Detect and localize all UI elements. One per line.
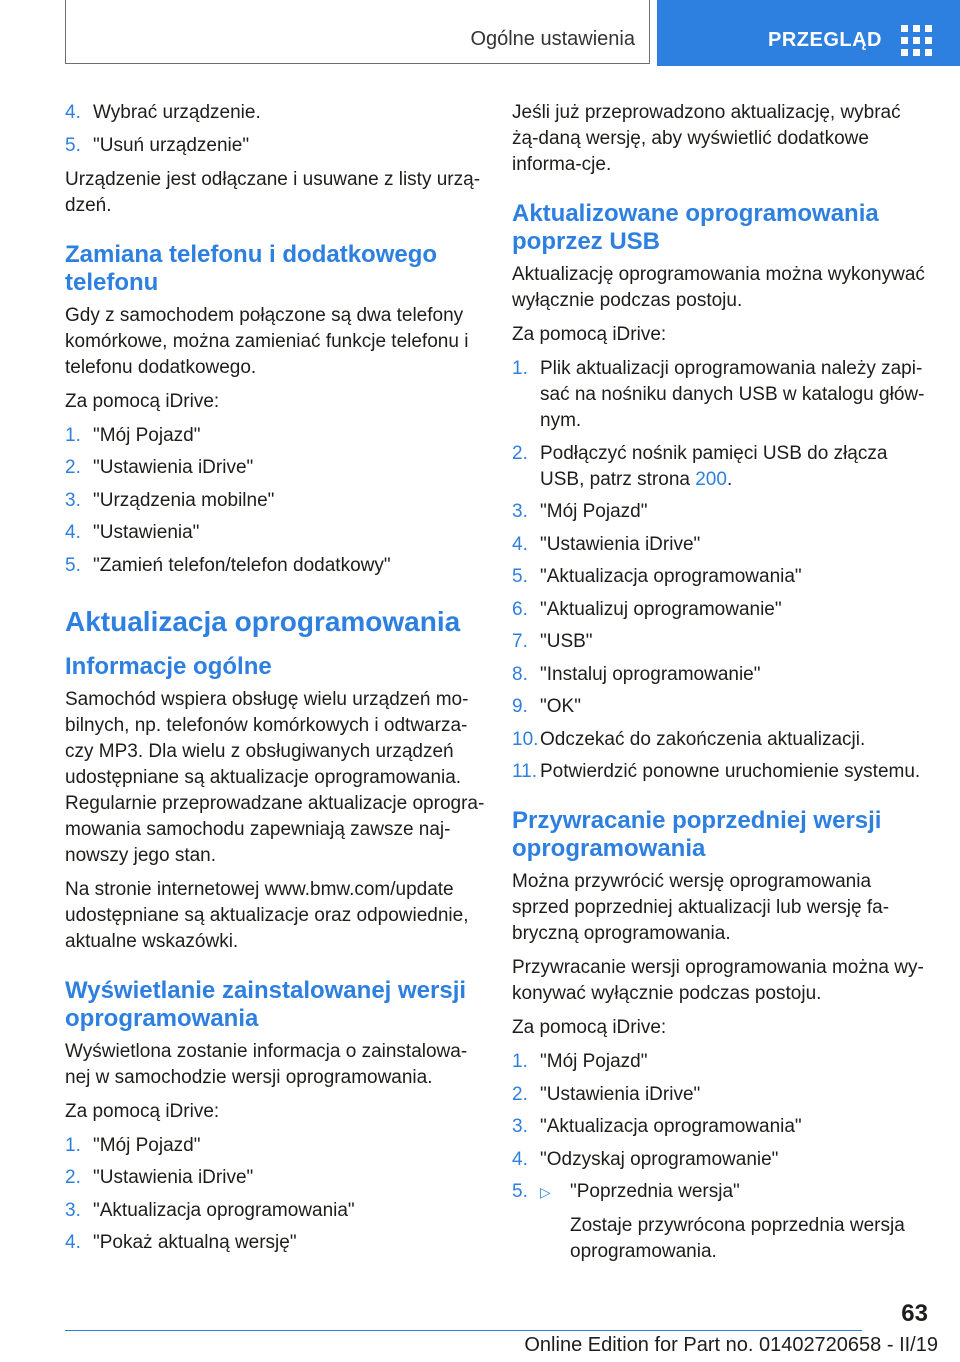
- restore-text-1: Można przywrócić wersję oprogramowania sprzed poprzedniej aktualizacji lub wersję fa-bryczną oprogramowania.: [512, 871, 890, 944]
- restore-result-note: Zostaje przywrócona poprzednia wersja oprogramowania.: [570, 1215, 905, 1262]
- overview-tab-label: PRZEGLĄD: [768, 28, 882, 51]
- list-item: 2. Podłączyć nośnik pamięci USB do złącza USB, patrz strona 200.: [512, 442, 888, 490]
- page-link[interactable]: 200: [695, 468, 727, 490]
- list-item: 5. "Aktualizacja oprogramowania": [512, 566, 802, 587]
- edition-info: Online Edition for Part no. 01402720658 - II/19: [524, 1334, 938, 1356]
- left-column: [65, 100, 485, 1264]
- list-item: 2. "Ustawienia iDrive": [65, 457, 254, 478]
- list-item: 4. "Ustawienia iDrive": [512, 533, 701, 555]
- list-item: 4. "Odzyskaj oprogramowanie": [512, 1148, 779, 1170]
- select-version-text: Jeśli już przeprowadzono aktualizację, wybrać żą-daną wersję, aby wyświetlić dodatkowe informa-cje.: [512, 102, 901, 175]
- list-item: 1. "Mój Pojazd": [65, 1134, 201, 1156]
- list-item: 11. Potwierdzić ponowne uruchomienie systemu.: [512, 761, 921, 782]
- display-version-steps: [65, 1133, 485, 1257]
- list-item: 5. ▷ "Poprzednia wersja": [512, 1179, 930, 1205]
- list-item: 4. "Ustawienia": [65, 522, 200, 543]
- right-column: [512, 100, 930, 1265]
- web-info-text: Na stronie internetowej www.bmw.com/update udostępniane są aktualizacje oraz odpowiednie, aktualne wskazówki.: [65, 878, 469, 952]
- list-item: 3. "Urządzenia mobilne": [65, 489, 275, 511]
- page-number: 63: [901, 1300, 928, 1327]
- triangle-bullet-icon: ▷: [540, 1184, 551, 1200]
- list-item: 2. "Ustawienia iDrive": [512, 1083, 701, 1105]
- usb-update-steps: [512, 356, 930, 785]
- replace-phone-steps: [65, 423, 485, 579]
- grid-icon: [901, 25, 932, 56]
- footer-divider: [65, 1330, 862, 1331]
- list-item: 1. Plik aktualizacji oprogramowania należy zapi-sać na nośniku danych USB w katalogu głów-nym.: [512, 358, 925, 431]
- remove-device-steps: [65, 100, 485, 159]
- restore-steps: [512, 1049, 930, 1205]
- list-item: 4. "Pokaż aktualną wersję": [65, 1232, 297, 1253]
- replace-phone-text: Gdy z samochodem połączone są dwa telefony komórkowe, można zamieniać funkcje telefonu i telefonu dodatkowego.: [65, 304, 469, 378]
- section-title: Ogólne ustawienia: [470, 28, 635, 50]
- heading-replace-phone: Zamiana telefonu i dodatkowego telefonu: [65, 240, 438, 296]
- list-item: 5. "Zamień telefon/telefon dodatkowy": [65, 554, 391, 576]
- general-info-text: Samochód wspiera obsługę wielu urządzeń mo-bilnych, np. telefonów komórkowych i odtwarza-czy MP3. Dla wielu z obsługiwanych urządzeń udostępniane są aktualizacje oprogramowania. Regularnie przeprowadzane aktualizacje oprogra-mowania samochodu zapewniają zawsze naj-nowszy jego stan.: [65, 688, 485, 866]
- list-item: 10. Odczekać do zakończenia aktualizacji.: [512, 728, 866, 750]
- display-version-text: Wyświetlona zostanie informacja o zainstalowa-nej w samochodzie wersji oprogramowania.: [65, 1040, 468, 1088]
- list-item: 1. "Mój Pojazd": [512, 1051, 648, 1072]
- restore-text-2: Przywracanie wersji oprogramowania można wy-konywać wyłącznie podczas postoju.: [512, 957, 924, 1004]
- list-item: 8. "Instaluj oprogramowanie": [512, 663, 761, 685]
- heading-display-version: Wyświetlanie zainstalowanej wersji oprogramowania: [65, 976, 467, 1032]
- idrive-intro: Za pomocą iDrive:: [512, 1017, 667, 1038]
- list-item: 6. "Aktualizuj oprogramowanie": [512, 598, 782, 620]
- list-item: 2. "Ustawienia iDrive": [65, 1167, 254, 1188]
- idrive-intro: Za pomocą iDrive:: [65, 1100, 220, 1122]
- idrive-intro: Za pomocą iDrive:: [65, 390, 220, 412]
- list-item: 5. "Usuń urządzenie": [65, 134, 250, 156]
- idrive-intro: Za pomocą iDrive:: [512, 324, 667, 345]
- heading-usb-update: Aktualizowane oprogramowania poprzez USB: [512, 200, 879, 255]
- remove-device-note: Urządzenie jest odłączane i usuwane z listy urzą-dzeń.: [65, 168, 481, 216]
- heading-software-update: Aktualizacja oprogramowania: [65, 605, 461, 637]
- list-item: 3. "Aktualizacja oprogramowania": [512, 1116, 802, 1137]
- heading-restore-version: Przywracanie poprzedniej wersji oprogramowania: [512, 807, 882, 862]
- page-header: [0, 0, 960, 66]
- list-item: 3. "Aktualizacja oprogramowania": [65, 1199, 355, 1221]
- heading-general-info: Informacje ogólne: [65, 652, 272, 680]
- overview-tab[interactable]: [657, 0, 960, 66]
- list-item: 4. Wybrać urządzenie.: [65, 102, 261, 123]
- list-item: 9. "OK": [512, 696, 581, 717]
- list-item: 7. "USB": [512, 631, 593, 652]
- list-item: 3. "Mój Pojazd": [512, 501, 648, 522]
- section-title-box: [65, 0, 650, 64]
- list-item: 1. "Mój Pojazd": [65, 424, 201, 446]
- usb-update-text: Aktualizację oprogramowania można wykonywać wyłącznie podczas postoju.: [512, 264, 925, 311]
